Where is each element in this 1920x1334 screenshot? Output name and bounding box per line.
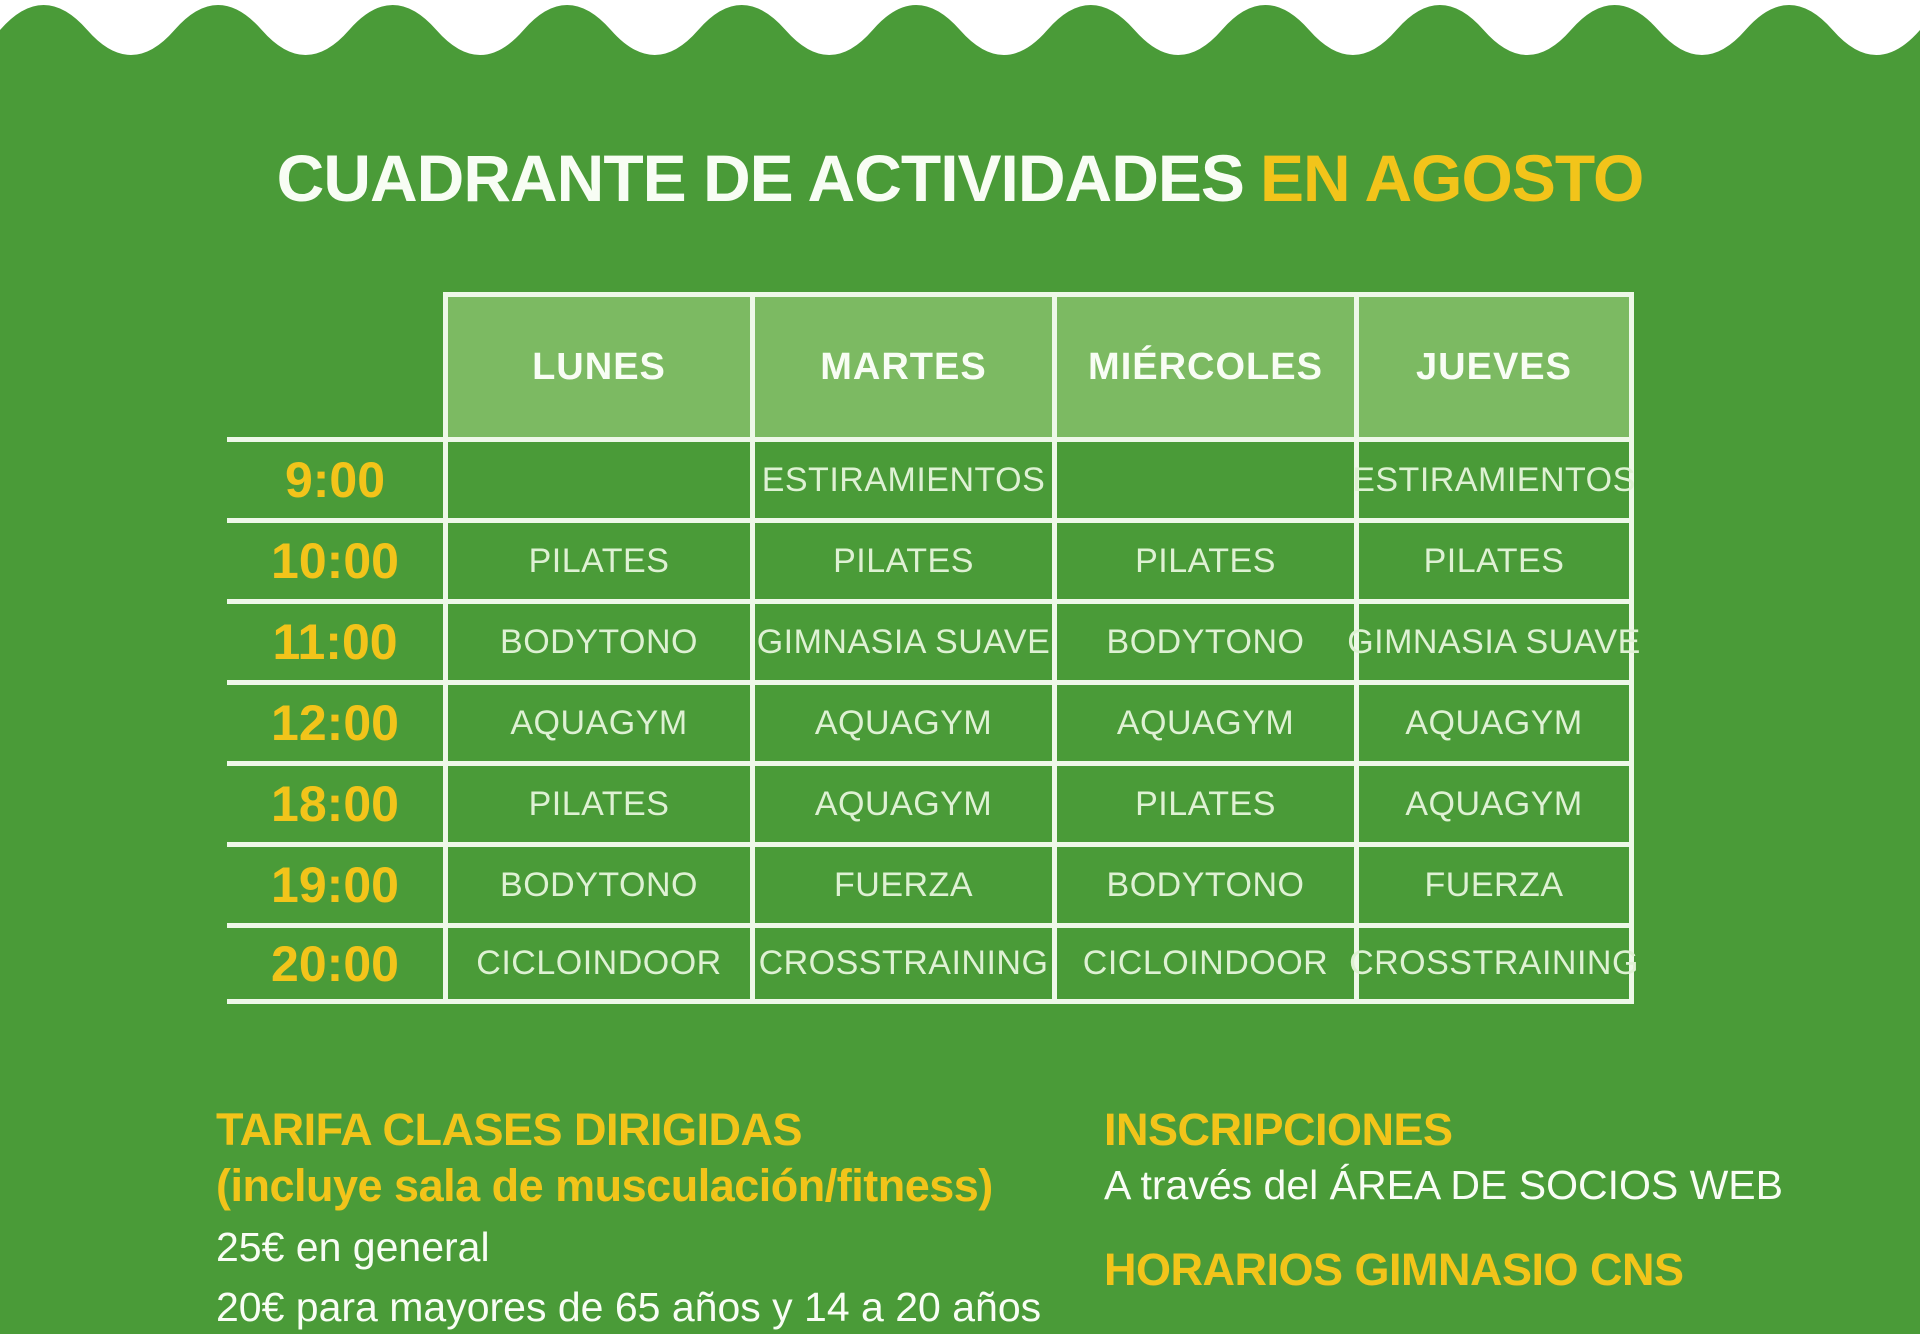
scallop-wave-decoration [0,0,1920,62]
schedule-cell: AQUAGYM [1354,761,1634,842]
schedule-cell [443,437,750,518]
schedule-cell: GIMNASIA SUAVE [1354,599,1634,680]
tarifa-heading-line1: TARIFA CLASES DIRIGIDAS [216,1104,803,1155]
page-title-main: CUADRANTE DE ACTIVIDADES [276,141,1244,216]
schedule-cell: BODYTONO [443,842,750,923]
schedule-cell: CICLOINDOOR [443,923,750,1004]
schedule-table [227,292,1641,1004]
page-title-highlight: EN AGOSTO [1259,141,1644,216]
schedule-cell: AQUAGYM [1052,680,1354,761]
time-label: 18:00 [227,761,443,842]
schedule-cell: AQUAGYM [750,680,1052,761]
schedule-cell: BODYTONO [1052,599,1354,680]
schedule-cell: PILATES [1052,518,1354,599]
inscripciones-heading: INSCRIPCIONES [1104,1104,1453,1155]
schedule-cell: CROSSTRAINING [750,923,1052,1004]
inscripciones-body: A través del ÁREA DE SOCIOS WEB [1104,1162,1784,1208]
schedule-cell: CICLOINDOOR [1052,923,1354,1004]
day-header-miercoles: MIÉRCOLES [1052,292,1354,437]
time-label: 11:00 [227,599,443,680]
tarifa-price-reduced: 20€ para mayores de 65 años y 14 a 20 años [216,1284,1042,1330]
schedule-cell: GIMNASIA SUAVE [750,599,1052,680]
schedule-cell: AQUAGYM [1354,680,1634,761]
page-title [0,140,1920,216]
schedule-cell: PILATES [750,518,1052,599]
inscripciones-section [1104,1102,1783,1298]
horarios-heading: HORARIOS GIMNASIO CNS [1104,1244,1684,1295]
day-header-lunes: LUNES [443,292,750,437]
schedule-cell: ESTIRAMIENTOS [750,437,1052,518]
schedule-cell: PILATES [443,761,750,842]
tarifa-heading-line2: (incluye sala de musculación/fitness) [216,1160,993,1211]
schedule-cell: BODYTONO [443,599,750,680]
schedule-cell: PILATES [1052,761,1354,842]
time-label: 20:00 [227,923,443,1004]
day-header-jueves: JUEVES [1354,292,1634,437]
day-header-martes: MARTES [750,292,1052,437]
schedule-cell: FUERZA [750,842,1052,923]
schedule-cell [1052,437,1354,518]
schedule-cell: AQUAGYM [443,680,750,761]
schedule-cell: PILATES [1354,518,1634,599]
time-label: 9:00 [227,437,443,518]
time-label: 10:00 [227,518,443,599]
time-label: 19:00 [227,842,443,923]
corner-spacer [227,292,443,437]
schedule-cell: AQUAGYM [750,761,1052,842]
tarifa-price-general: 25€ en general [216,1224,490,1270]
schedule-cell: ESTIRAMIENTOS [1354,437,1634,518]
schedule-cell: CROSSTRAINING [1354,923,1634,1004]
schedule-cell: BODYTONO [1052,842,1354,923]
schedule-cell: FUERZA [1354,842,1634,923]
tarifa-section [216,1102,1041,1334]
time-label: 12:00 [227,680,443,761]
schedule-cell: PILATES [443,518,750,599]
